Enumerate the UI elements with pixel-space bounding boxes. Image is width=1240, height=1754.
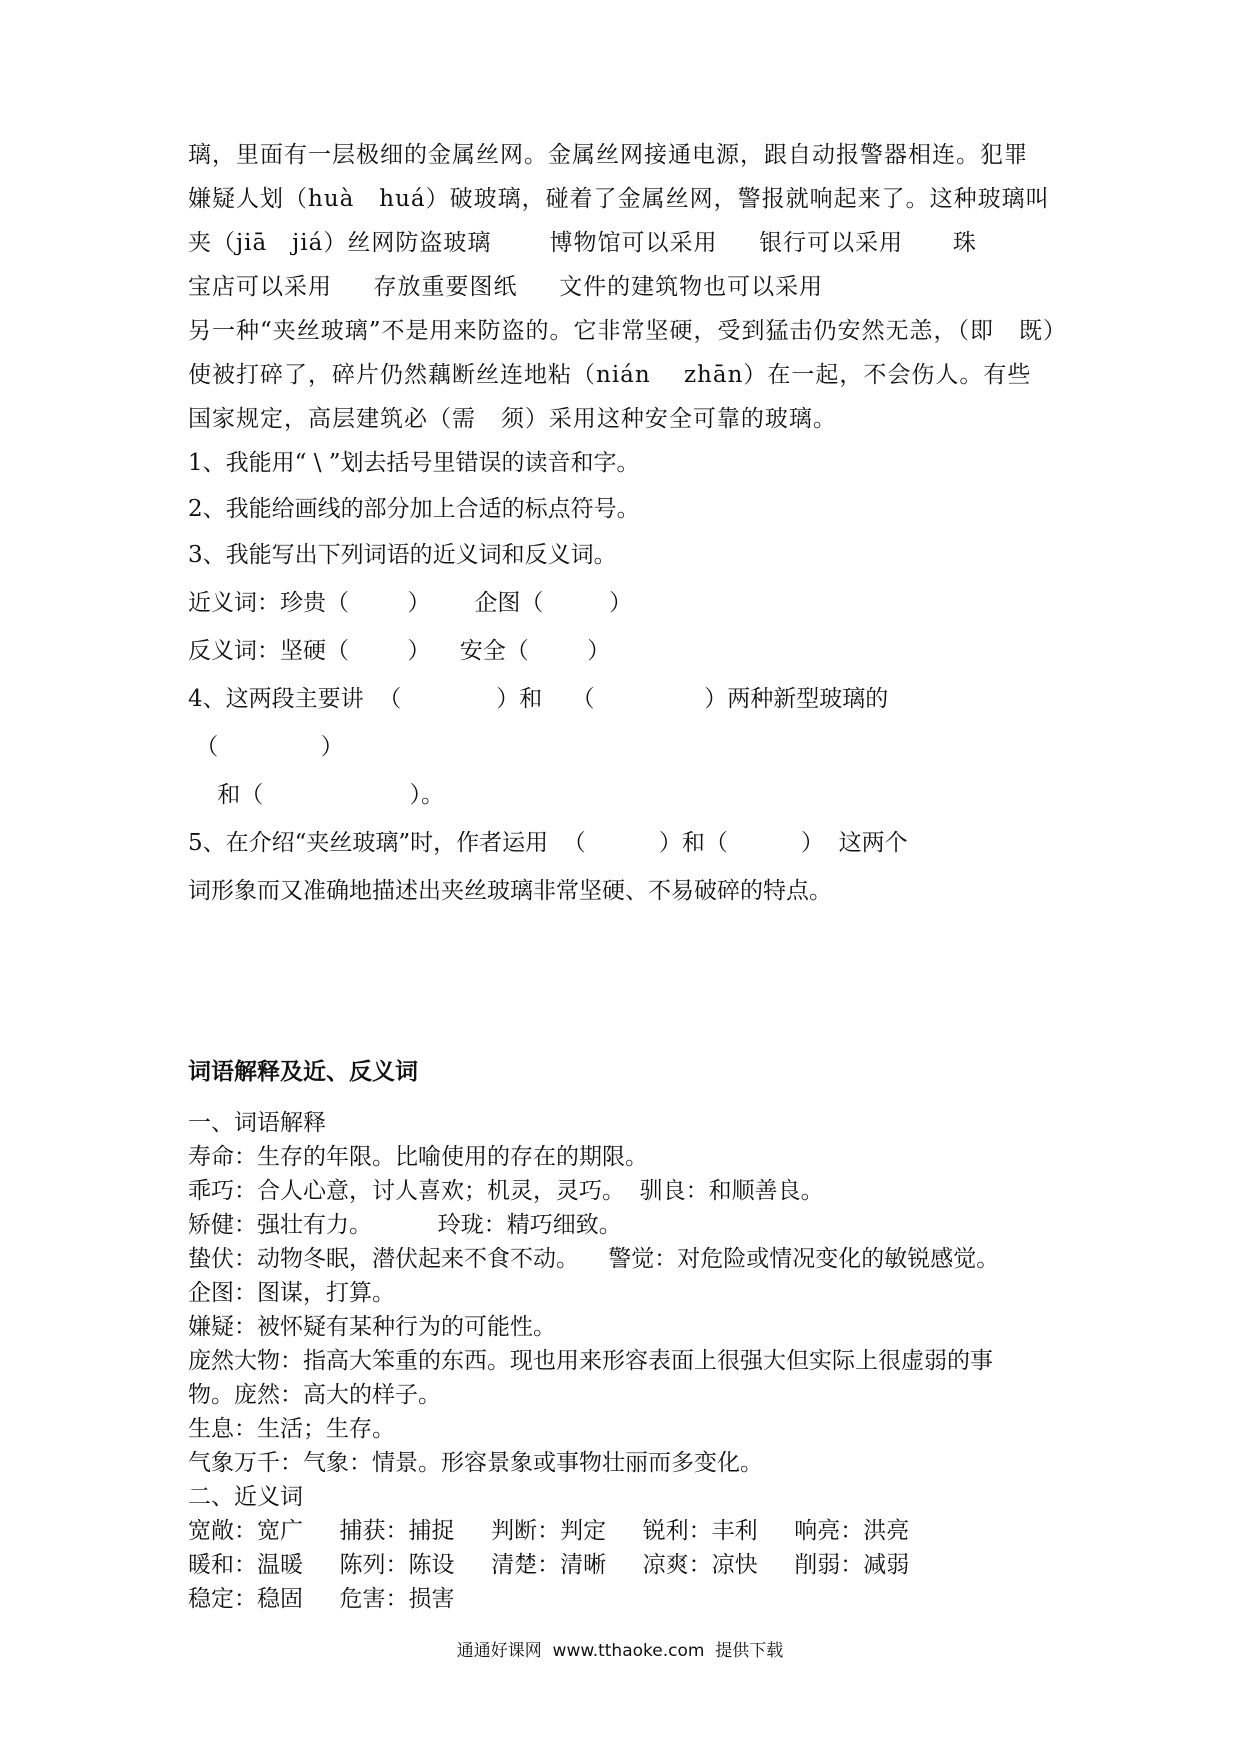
- passage-line: 夹（jiā jiá）丝网防盗玻璃 博物馆可以采用 银行可以采用 珠: [188, 230, 977, 256]
- glossary-line: 生息：生活；生存。: [188, 1416, 395, 1442]
- question-line: 和（ ）。: [188, 782, 444, 808]
- passage-line: 国家规定，高层建筑必（需 须）采用这种安全可靠的玻璃。: [188, 406, 837, 432]
- glossary-line: 蛰伏：动物冬眠，潜伏起来不食不动。 警觉：对危险或情况变化的敏锐感觉。: [188, 1246, 1000, 1272]
- question-line: 2、我能给画线的部分加上合适的标点符号。: [188, 496, 640, 522]
- glossary-line: 乖巧：合人心意，讨人喜欢；机灵，灵巧。 驯良：和顺善良。: [188, 1178, 824, 1204]
- glossary-line: 一、词语解释: [188, 1110, 326, 1136]
- passage-line: 使被打碎了，碎片仍然藕断丝连地粘（nián zhān）在一起，不会伤人。有些: [188, 362, 1032, 388]
- question-line: 近义词：珍贵（ ） 企图（ ）: [188, 590, 633, 616]
- glossary-line: 气象万千：气象：情景。形容景象或事物壮丽而多变化。: [188, 1450, 763, 1476]
- glossary-line: 嫌疑：被怀疑有某种行为的可能性。: [188, 1314, 556, 1340]
- page-footer: 通通好课网 www.tthaoke.com 提供下载: [456, 1641, 784, 1661]
- glossary-line: 矫健：强壮有力。 玲珑：精巧细致。: [188, 1212, 622, 1238]
- question-line: 反义词：坚硬（ ） 安全（ ）: [188, 638, 611, 664]
- question-line: 1、我能用“ \ ”划去括号里错误的读音和字。: [188, 450, 640, 476]
- glossary-line: 二、近义词: [188, 1484, 303, 1510]
- question-line: 3、我能写出下列词语的近义词和反义词。: [188, 542, 617, 568]
- glossary-line: 稳定：稳固 危害：损害: [188, 1586, 455, 1612]
- glossary-line: 宽敞：宽广 捕获：捕捉 判断：判定 锐利：丰利 响亮：洪亮: [188, 1518, 910, 1544]
- question-line: 5、在介绍“夹丝玻璃”时，作者运用 （ ）和（ ） 这两个: [188, 830, 908, 856]
- passage-line: 璃，里面有一层极细的金属丝网。金属丝网接通电源，跟自动报警器相连。犯罪: [188, 142, 1028, 168]
- glossary-line: 暖和：温暖 陈列：陈设 清楚：清晰 凉爽：凉快 削弱：减弱: [188, 1552, 910, 1578]
- section-heading: 词语解释及近、反义词: [188, 1059, 418, 1085]
- glossary-line: 庞然大物：指高大笨重的东西。现也用来形容表面上很强大但实际上很虚弱的事: [188, 1348, 993, 1374]
- passage-line: 另一种“夹丝玻璃”不是用来防盗的。它非常坚硬，受到猛击仍安然无恙，（即 既）: [188, 318, 1067, 344]
- question-line: 4、这两段主要讲 （ ）和 （ ）两种新型玻璃的: [188, 686, 889, 712]
- question-line: （ ）: [188, 734, 344, 760]
- question-line: 词形象而又准确地描述出夹丝玻璃非常坚硬、不易破碎的特点。: [188, 878, 832, 904]
- passage-line: 宝店可以采用 存放重要图纸 文件的建筑物也可以采用: [188, 274, 824, 300]
- glossary-line: 寿命：生存的年限。比喻使用的存在的期限。: [188, 1144, 648, 1170]
- glossary-line: 企图：图谋，打算。: [188, 1280, 395, 1306]
- glossary-line: 物。庞然：高大的样子。: [188, 1382, 441, 1408]
- passage-line: 嫌疑人划（huà huá）破玻璃，碰着了金属丝网，警报就响起来了。这种玻璃叫: [188, 186, 1050, 212]
